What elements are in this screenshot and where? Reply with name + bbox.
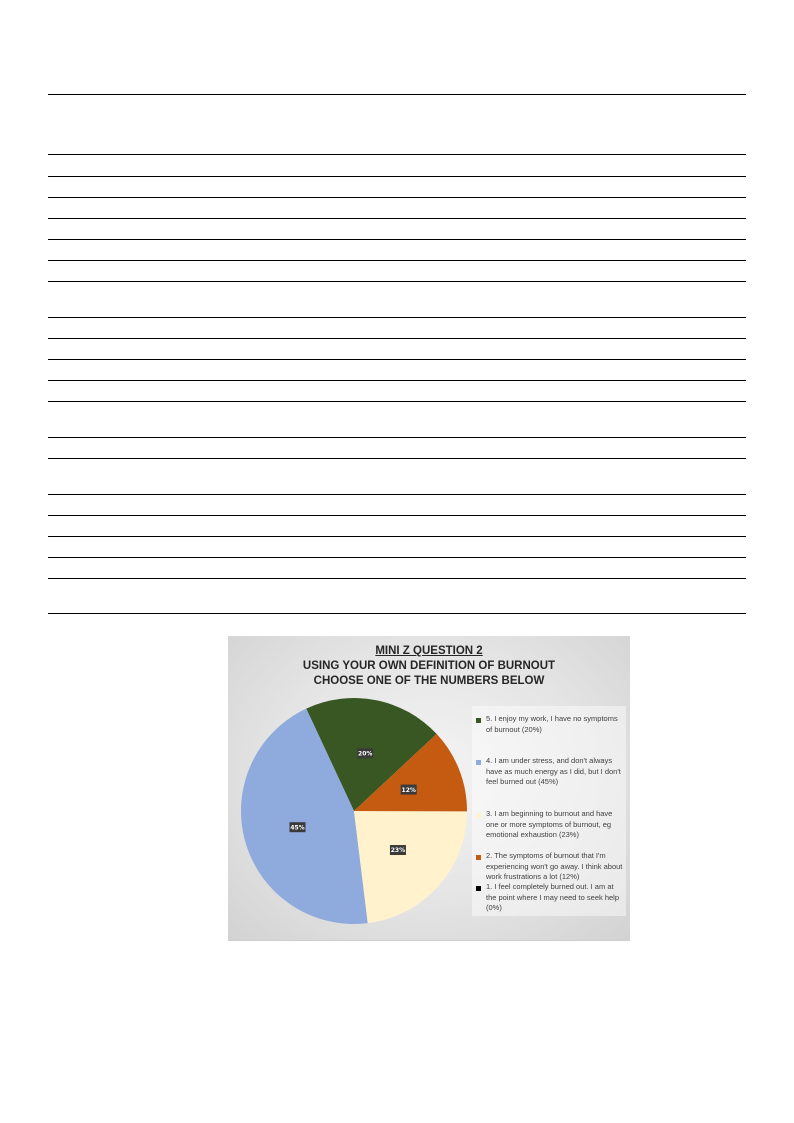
- chart-box-bottom-edge: [228, 940, 630, 941]
- data-label-2: [401, 785, 417, 795]
- data-label-3: [390, 845, 406, 855]
- table-rule-6: [48, 239, 746, 240]
- svg-text:23%: 23%: [390, 847, 406, 855]
- table-rule-4: [48, 197, 746, 198]
- table-rule-12: [48, 380, 746, 381]
- table-rule-19: [48, 557, 746, 558]
- pie-slice-3: [354, 811, 467, 923]
- legend-label-5: 5. I enjoy my work, I have no symptoms of burnout (20%): [486, 714, 618, 734]
- chart-subtitle-line-1: USING YOUR OWN DEFINITION OF BURNOUT: [302, 660, 556, 672]
- chart-subtitle-line-2: CHOOSE ONE OF THE NUMBERS BELOW: [313, 675, 545, 687]
- table-rule-8: [48, 281, 746, 282]
- table-rule-5: [48, 218, 746, 219]
- svg-text:45%: 45%: [290, 824, 305, 832]
- legend-label-4: 4. I am under stress, and don't always have as much energy as I did, but I don't feel burned out (45%): [486, 756, 621, 786]
- legend-swatch-2: [476, 855, 481, 860]
- chart-title-main: MINI Z QUESTION 2: [375, 645, 483, 657]
- data-label-4: [290, 822, 306, 832]
- table-rule-1: [48, 94, 746, 95]
- legend-label-2: 2. The symptoms of burnout that I'm experiencing won't go away. I think about work frustrations a lot (12%): [486, 851, 623, 881]
- table-rule-15: [48, 458, 746, 459]
- legend-label-1: 1. I feel completely burned out. I am at the point where I may need to seek help (0%): [486, 882, 620, 912]
- table-rule-20: [48, 578, 746, 579]
- table-rule-21: [48, 613, 746, 614]
- table-rule-16: [48, 494, 746, 495]
- legend-label-3: 3. I am beginning to burnout and have one or more symptoms of burnout, eg emotional exhaustion (23%): [486, 809, 613, 839]
- table-rule-7: [48, 260, 746, 261]
- table-rule-9: [48, 317, 746, 318]
- table-rule-10: [48, 338, 746, 339]
- table-rule-3: [48, 176, 746, 177]
- legend-swatch-4: [476, 760, 481, 765]
- chart-legend: [472, 706, 626, 916]
- table-rule-2: [48, 154, 746, 155]
- table-rule-11: [48, 359, 746, 360]
- table-rule-18: [48, 536, 746, 537]
- data-label-5: [357, 748, 373, 758]
- pie-chart: [228, 636, 630, 941]
- legend-swatch-3: [476, 813, 481, 818]
- table-rule-17: [48, 515, 746, 516]
- table-rule-14: [48, 437, 746, 438]
- table-rule-13: [48, 401, 746, 402]
- legend-swatch-5: [476, 718, 481, 723]
- legend-swatch-1: [476, 886, 481, 891]
- svg-text:12%: 12%: [401, 786, 416, 794]
- svg-text:20%: 20%: [358, 750, 373, 758]
